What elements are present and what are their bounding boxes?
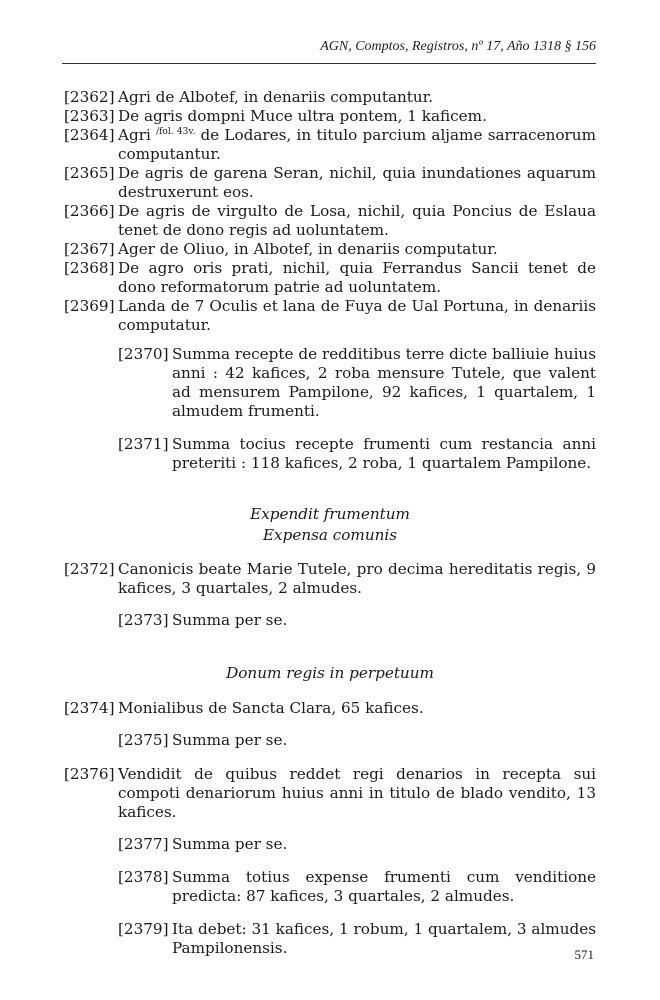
entry-2375 — [0, 731, 596, 750]
entry-number: [2374] — [64, 699, 115, 717]
entry-2378 — [0, 868, 596, 906]
entry-text: De agris dompni Muce ultra pontem, 1 kaficem. — [118, 107, 487, 125]
entry-text: Summa per se. — [172, 611, 288, 629]
entry-text: Agri de Albotef, in denariis computantur. — [118, 88, 434, 106]
folio-marker: /fol. 43v. — [156, 126, 196, 137]
entry-text: De agris de garena Seran, nichil, quia inundationes aquarum destruxerunt eos. — [118, 164, 596, 201]
entry-number: [2377] — [118, 835, 169, 853]
entry-2366 — [0, 202, 596, 240]
entry-text-start: Agri — [118, 126, 157, 144]
entry-2373 — [0, 611, 596, 630]
entry-2362 — [0, 88, 596, 107]
entry-number: [2369] — [64, 297, 115, 315]
entry-number: [2364] — [64, 126, 115, 144]
entry-2363 — [0, 107, 596, 126]
section-heading-expensa: Expensa comunis — [262, 526, 398, 544]
entry-number: [2363] — [64, 107, 115, 125]
entry-text: Summa per se. — [172, 731, 288, 749]
entry-number: [2372] — [64, 560, 115, 578]
entry-number: [2366] — [64, 202, 115, 220]
entry-number: [2371] — [118, 435, 169, 453]
entry-text: Canonicis beate Marie Tutele, pro decima hereditatis regis, 9 kafices, 3 quartales, 2 almudes. — [118, 560, 596, 597]
entry-text: Ita debet: 31 kafices, 1 robum, 1 quartalem, 3 almudes Pampilonensis. — [172, 920, 596, 957]
entry-2365 — [0, 164, 596, 202]
entry-text: De agro oris prati, nichil, quia Ferrandus Sancii tenet de dono reformatorum patrie ad uoluntatem. — [118, 259, 596, 296]
entry-2376 — [0, 765, 596, 822]
document-body — [0, 88, 660, 958]
entry-2371 — [0, 435, 596, 473]
entry-number: [2379] — [118, 920, 169, 938]
entry-number: [2370] — [118, 345, 169, 363]
entry-number: [2376] — [64, 765, 115, 783]
entry-text: Vendidit de quibus reddet regi denarios in recepta sui compoti denariorum huius anni in titulo de blado vendito, 13 kafices. — [118, 765, 596, 821]
entry-number: [2378] — [118, 868, 169, 886]
entry-text: Summa tocius recepte frumenti cum restancia anni preteriti : 118 kafices, 2 roba, 1 quartalem Pampilone. — [172, 435, 596, 472]
section-heading-donum: Donum regis in perpetuum — [226, 664, 434, 682]
entry-number: [2368] — [64, 259, 115, 277]
entry-text: de Lodares, in titulo parcium aljame sarracenorum computantur. — [118, 126, 596, 163]
entry-text: Summa recepte de redditibus terre dicte balliuie huius anni : 42 kafices, 2 roba mensure Tutele, que valent ad mensurem Pampilone, 92 kafices, 1 quartalem, 1 almudem frumenti. — [172, 345, 596, 420]
entry-text: Summa totius expense frumenti cum venditione predicta: 87 kafices, 3 quartales, 2 almudes. — [172, 868, 596, 905]
entry-2374 — [0, 699, 596, 718]
header-rule — [62, 63, 596, 64]
entry-number: [2375] — [118, 731, 169, 749]
entry-text: Ager de Oliuo, in Albotef, in denariis computatur. — [118, 240, 498, 258]
running-header: AGN, Comptos, Registros, nº 17, Año 1318 § 156 — [320, 39, 596, 54]
entry-2368 — [0, 259, 596, 297]
entry-number: [2367] — [64, 240, 115, 258]
entry-text: Monialibus de Sancta Clara, 65 kafices. — [118, 699, 424, 717]
entry-number: [2362] — [64, 88, 115, 106]
section-heading-expendit: Expendit frumentum — [250, 505, 410, 523]
entry-2369 — [0, 297, 596, 335]
entry-2364 — [0, 126, 596, 164]
entry-number: [2373] — [118, 611, 169, 629]
page-number: 571 — [574, 947, 594, 962]
entry-number: [2365] — [64, 164, 115, 182]
entry-2367 — [0, 240, 596, 259]
entry-text: Landa de 7 Oculis et lana de Fuya de Ual Portuna, in denariis computatur. — [118, 297, 596, 334]
entry-text: De agris de virgulto de Losa, nichil, quia Poncius de Eslaua tenet de dono regis ad uoluntatem. — [118, 202, 596, 239]
entry-2370 — [0, 345, 596, 421]
entry-text: Summa per se. — [172, 835, 288, 853]
entry-2377 — [0, 835, 596, 854]
entry-2372 — [0, 560, 596, 598]
entry-2379 — [0, 920, 596, 958]
